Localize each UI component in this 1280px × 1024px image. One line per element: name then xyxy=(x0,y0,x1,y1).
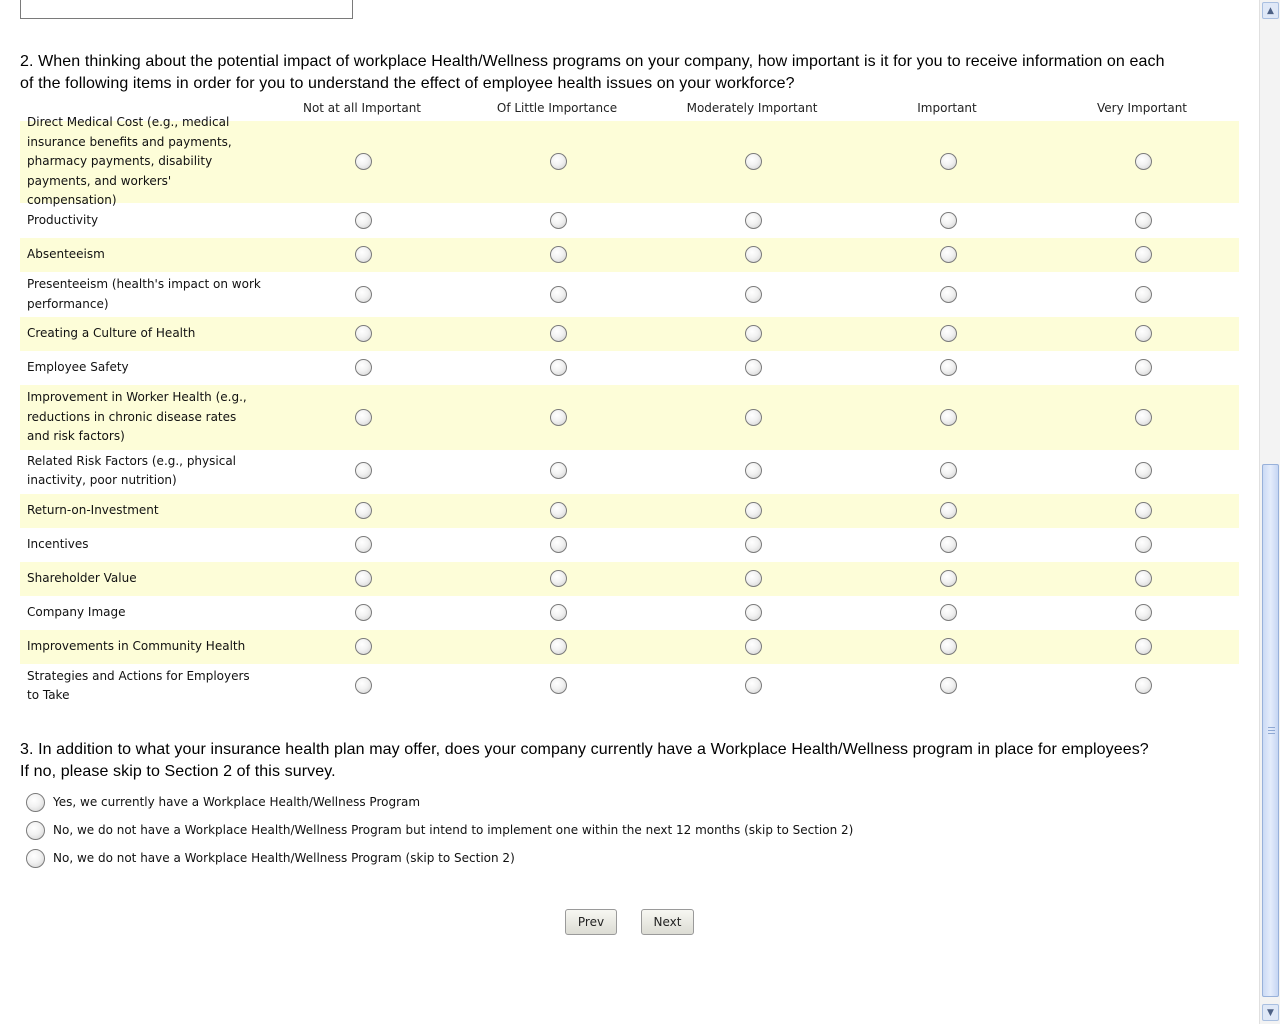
rating-radio-3[interactable] xyxy=(745,502,762,519)
rating-radio-1[interactable] xyxy=(355,409,372,426)
grid-row xyxy=(20,450,1239,492)
rating-radio-3[interactable] xyxy=(745,462,762,479)
rating-radio-2[interactable] xyxy=(550,409,567,426)
rating-radio-3[interactable] xyxy=(745,604,762,621)
rating-radio-2[interactable] xyxy=(550,677,567,694)
rating-radio-1[interactable] xyxy=(355,462,372,479)
rating-radio-5[interactable] xyxy=(1135,212,1152,229)
option-label: No, we do not have a Workplace Health/Wellness Program but intend to implement one within the next 12 months (skip to Section 2) xyxy=(53,823,854,837)
grid-row xyxy=(20,204,1239,238)
row-label: Improvement in Worker Health (e.g., reductions in chronic disease rates and risk factors) xyxy=(27,390,247,444)
grid-row xyxy=(20,385,1239,450)
rating-radio-2[interactable] xyxy=(550,212,567,229)
rating-radio-3[interactable] xyxy=(745,677,762,694)
rating-radio-2[interactable] xyxy=(550,359,567,376)
rating-radio-4[interactable] xyxy=(940,325,957,342)
rating-radio-5[interactable] xyxy=(1135,325,1152,342)
previous-answer-textbox[interactable] xyxy=(20,0,353,19)
rating-radio-2[interactable] xyxy=(550,286,567,303)
scrollbar-thumb[interactable] xyxy=(1262,464,1279,997)
grid-row xyxy=(20,272,1239,317)
question-3-line-2: If no, please skip to Section 2 of this survey. xyxy=(20,763,336,780)
rating-radio-3[interactable] xyxy=(745,638,762,655)
rating-radio-2[interactable] xyxy=(550,153,567,170)
rating-radio-3[interactable] xyxy=(745,359,762,376)
column-header: Moderately Important xyxy=(686,101,818,115)
rating-radio-4[interactable] xyxy=(940,677,957,694)
rating-radio-4[interactable] xyxy=(940,502,957,519)
row-label: Absenteeism xyxy=(27,247,105,262)
rating-radio-1[interactable] xyxy=(355,212,372,229)
rating-radio-5[interactable] xyxy=(1135,536,1152,553)
radio-button[interactable] xyxy=(26,793,45,812)
rating-radio-2[interactable] xyxy=(550,570,567,587)
rating-radio-4[interactable] xyxy=(940,604,957,621)
rating-radio-1[interactable] xyxy=(355,536,372,553)
rating-radio-2[interactable] xyxy=(550,604,567,621)
next-button[interactable]: Next xyxy=(641,909,694,935)
rating-radio-3[interactable] xyxy=(745,409,762,426)
question-3-line-1: 3. In addition to what your insurance health plan may offer, does your company currently have a Workplace Health/Wellness program in place for employees? xyxy=(20,741,1149,758)
rating-radio-3[interactable] xyxy=(745,286,762,303)
rating-radio-5[interactable] xyxy=(1135,286,1152,303)
rating-radio-5[interactable] xyxy=(1135,604,1152,621)
row-label: Company Image xyxy=(27,605,126,620)
rating-radio-1[interactable] xyxy=(355,570,372,587)
grid-row xyxy=(20,238,1239,272)
rating-radio-4[interactable] xyxy=(940,246,957,263)
question-3-title xyxy=(20,739,1240,783)
rating-radio-4[interactable] xyxy=(940,638,957,655)
option-label: No, we do not have a Workplace Health/Wellness Program (skip to Section 2) xyxy=(53,851,515,865)
rating-radio-3[interactable] xyxy=(745,153,762,170)
rating-radio-4[interactable] xyxy=(940,409,957,426)
row-label: Shareholder Value xyxy=(27,571,137,586)
question-2-line-2: of the following items in order for you to understand the effect of employee health issues on your workforce? xyxy=(20,75,795,92)
rating-radio-5[interactable] xyxy=(1135,153,1152,170)
row-label: Improvements in Community Health xyxy=(27,639,246,654)
arrow-up-icon[interactable]: ▲ xyxy=(1262,2,1279,19)
rating-radio-4[interactable] xyxy=(940,536,957,553)
vertical-scrollbar[interactable] xyxy=(1259,0,1280,1024)
rating-radio-4[interactable] xyxy=(940,212,957,229)
row-label: Direct Medical Cost (e.g., medical insurance benefits and payments, pharmacy payments, disability payments, and workers' compensation) xyxy=(27,115,232,208)
row-label: Return-on-Investment xyxy=(27,503,159,518)
grid-row xyxy=(20,528,1239,562)
question-2-title xyxy=(20,51,1240,95)
rating-radio-1[interactable] xyxy=(355,502,372,519)
rating-radio-5[interactable] xyxy=(1135,638,1152,655)
rating-radio-4[interactable] xyxy=(940,462,957,479)
rating-radio-3[interactable] xyxy=(745,212,762,229)
grid-row xyxy=(20,351,1239,385)
question-2-line-1: 2. When thinking about the potential impact of workplace Health/Wellness programs on your company, how important is it for you to receive information on each xyxy=(20,53,1165,70)
grid-row xyxy=(20,317,1239,351)
row-label: Incentives xyxy=(27,537,89,552)
grid-row xyxy=(20,630,1239,664)
radio-button[interactable] xyxy=(26,849,45,868)
rating-radio-1[interactable] xyxy=(355,325,372,342)
rating-radio-5[interactable] xyxy=(1135,502,1152,519)
rating-radio-3[interactable] xyxy=(745,325,762,342)
rating-radio-3[interactable] xyxy=(745,246,762,263)
column-header: Important xyxy=(917,101,977,115)
rating-radio-5[interactable] xyxy=(1135,359,1152,376)
grid-row xyxy=(20,562,1239,596)
rating-radio-5[interactable] xyxy=(1135,246,1152,263)
option-label: Yes, we currently have a Workplace Health/Wellness Program xyxy=(53,795,421,809)
row-label: Related Risk Factors (e.g., physical inactivity, poor nutrition) xyxy=(27,453,237,487)
rating-radio-5[interactable] xyxy=(1135,462,1152,479)
rating-radio-5[interactable] xyxy=(1135,409,1152,426)
rating-radio-3[interactable] xyxy=(745,536,762,553)
rating-radio-1[interactable] xyxy=(355,286,372,303)
grid-row xyxy=(20,664,1239,708)
rating-radio-5[interactable] xyxy=(1135,570,1152,587)
column-header: Of Little Importance xyxy=(496,101,618,115)
column-header: Not at all Important xyxy=(302,101,422,115)
rating-radio-1[interactable] xyxy=(355,246,372,263)
rating-radio-2[interactable] xyxy=(550,246,567,263)
rating-radio-4[interactable] xyxy=(940,359,957,376)
row-label: Creating a Culture of Health xyxy=(27,326,196,341)
rating-radio-1[interactable] xyxy=(355,153,372,170)
rating-radio-3[interactable] xyxy=(745,570,762,587)
row-label: Employee Safety xyxy=(27,360,129,375)
rating-radio-4[interactable] xyxy=(940,570,957,587)
rating-radio-2[interactable] xyxy=(550,325,567,342)
row-label: Presenteeism (health's impact on work performance) xyxy=(27,277,261,311)
grid-row xyxy=(20,115,1239,208)
rating-radio-2[interactable] xyxy=(550,638,567,655)
rating-radio-1[interactable] xyxy=(355,604,372,621)
row-label: Strategies and Actions for Employers to Take xyxy=(27,668,250,702)
row-label: Productivity xyxy=(27,213,99,228)
rating-radio-4[interactable] xyxy=(940,153,957,170)
grid-row xyxy=(20,596,1239,630)
rating-radio-1[interactable] xyxy=(355,359,372,376)
radio-button[interactable] xyxy=(26,821,45,840)
rating-radio-1[interactable] xyxy=(355,677,372,694)
grid-row xyxy=(20,494,1239,528)
rating-radio-5[interactable] xyxy=(1135,677,1152,694)
rating-radio-2[interactable] xyxy=(550,502,567,519)
rating-radio-2[interactable] xyxy=(550,536,567,553)
prev-button[interactable]: Prev xyxy=(565,909,617,935)
arrow-down-icon[interactable]: ▼ xyxy=(1262,1004,1279,1021)
rating-radio-2[interactable] xyxy=(550,462,567,479)
column-header: Very Important xyxy=(1097,101,1187,115)
rating-radio-1[interactable] xyxy=(355,638,372,655)
rating-radio-4[interactable] xyxy=(940,286,957,303)
